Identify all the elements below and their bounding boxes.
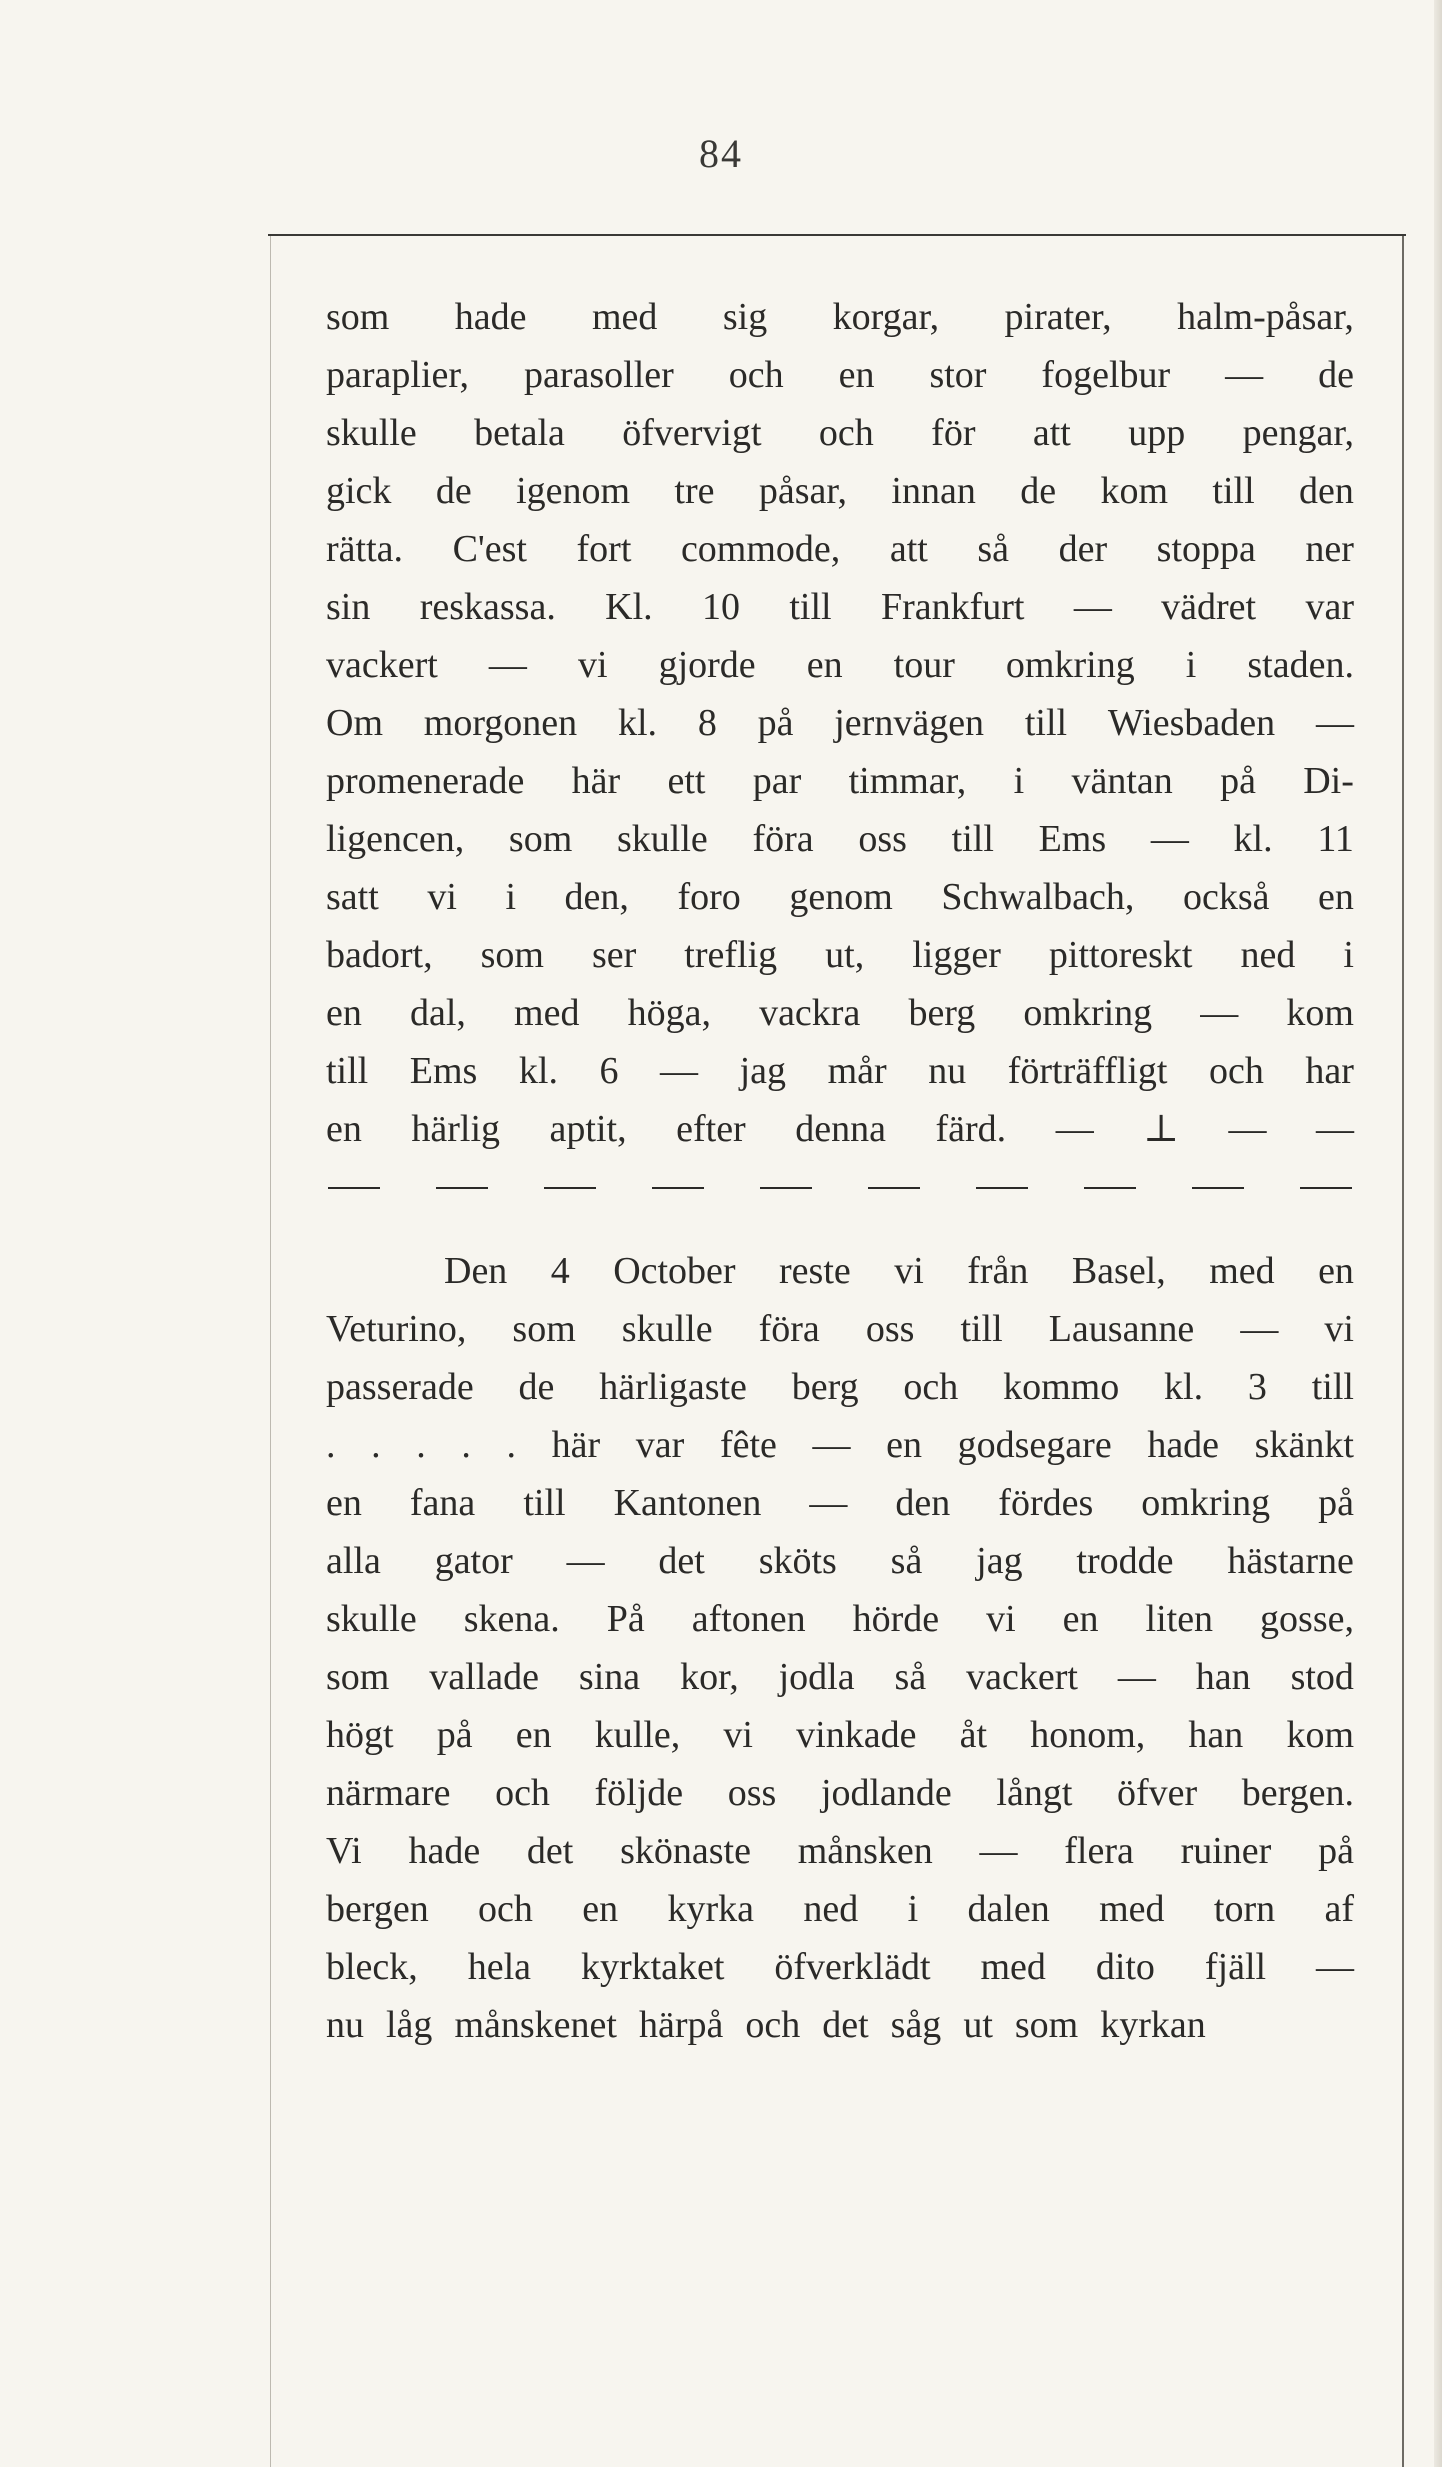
text-line: alla gator — det sköts så jag trodde hästarne [326, 1540, 1354, 1582]
text-line: gick de igenom tre påsar, innan de kom till den [326, 470, 1354, 512]
separator-dash [760, 1187, 812, 1189]
text-line: sin reskassa. Kl. 10 till Frankfurt — vädret var [326, 586, 1354, 628]
text-line: Den 4 October reste vi från Basel, med en [444, 1250, 1354, 1292]
section-separator [326, 1158, 1354, 1218]
text-line: paraplier, parasoller och en stor fogelbur — de [326, 354, 1354, 396]
text-line: badort, som ser treflig ut, ligger pittoreskt ned i [326, 934, 1354, 976]
body-text [326, 288, 1354, 2054]
separator-dash [652, 1187, 704, 1189]
page-edge [1434, 0, 1442, 2467]
separator-dash [1192, 1187, 1244, 1189]
text-line: närmare och följde oss jodlande långt öfver bergen. [326, 1772, 1354, 1814]
separator-dash [436, 1187, 488, 1189]
text-line: promenerade här ett par timmar, i väntan på Di- [326, 760, 1354, 802]
text-line: passerade de härligaste berg och kommo kl. 3 till [326, 1366, 1354, 1408]
page-number: 84 [699, 131, 743, 176]
text-line: Veturino, som skulle föra oss till Lausanne — vi [326, 1308, 1354, 1350]
text-line: Vi hade det skönaste månsken — flera ruiner på [326, 1830, 1354, 1872]
text-line: en härlig aptit, efter denna färd. — ⊥ — — [326, 1108, 1354, 1150]
frame-right-rule [1402, 236, 1404, 2467]
separator-dash [976, 1187, 1028, 1189]
text-line: bleck, hela kyrktaket öfverklädt med dito fjäll — [326, 1946, 1354, 1988]
paragraph-1 [326, 288, 1354, 1158]
text-line: skulle skena. På aftonen hörde vi en liten gosse, [326, 1598, 1354, 1640]
text-line: Om morgonen kl. 8 på jernvägen till Wiesbaden — [326, 702, 1354, 744]
text-line: rätta. C'est fort commode, att så der stoppa ner [326, 528, 1354, 570]
frame-top-rule [268, 234, 1406, 236]
text-line: till Ems kl. 6 — jag mår nu förträffligt och har [326, 1050, 1354, 1092]
text-line: en fana till Kantonen — den fördes omkring på [326, 1482, 1354, 1524]
text-line: satt vi i den, foro genom Schwalbach, också en [326, 876, 1354, 918]
text-line: vackert — vi gjorde en tour omkring i staden. [326, 644, 1354, 686]
text-line: bergen och en kyrka ned i dalen med torn af [326, 1888, 1354, 1930]
frame-left-rule [270, 236, 271, 2467]
text-line: ligencen, som skulle föra oss till Ems — kl. 11 [326, 818, 1354, 860]
text-line: en dal, med höga, vackra berg omkring — kom [326, 992, 1354, 1034]
text-line: som vallade sina kor, jodla så vackert — han stod [326, 1656, 1354, 1698]
separator-dash [1300, 1187, 1352, 1189]
separator-dash [1084, 1187, 1136, 1189]
text-line: . . . . . här var fête — en godsegare hade skänkt [326, 1424, 1354, 1466]
text-line: skulle betala öfvervigt och för att upp pengar, [326, 412, 1354, 454]
separator-dash [868, 1187, 920, 1189]
text-line: som hade med sig korgar, pirater, halm-påsar, [326, 296, 1354, 338]
text-line: nu låg månskenet härpå och det såg ut som kyrkan [326, 2004, 1206, 2046]
separator-dash [328, 1187, 380, 1189]
separator-dash [544, 1187, 596, 1189]
text-line: högt på en kulle, vi vinkade åt honom, han kom [326, 1714, 1354, 1756]
paragraph-2 [326, 1242, 1354, 2054]
